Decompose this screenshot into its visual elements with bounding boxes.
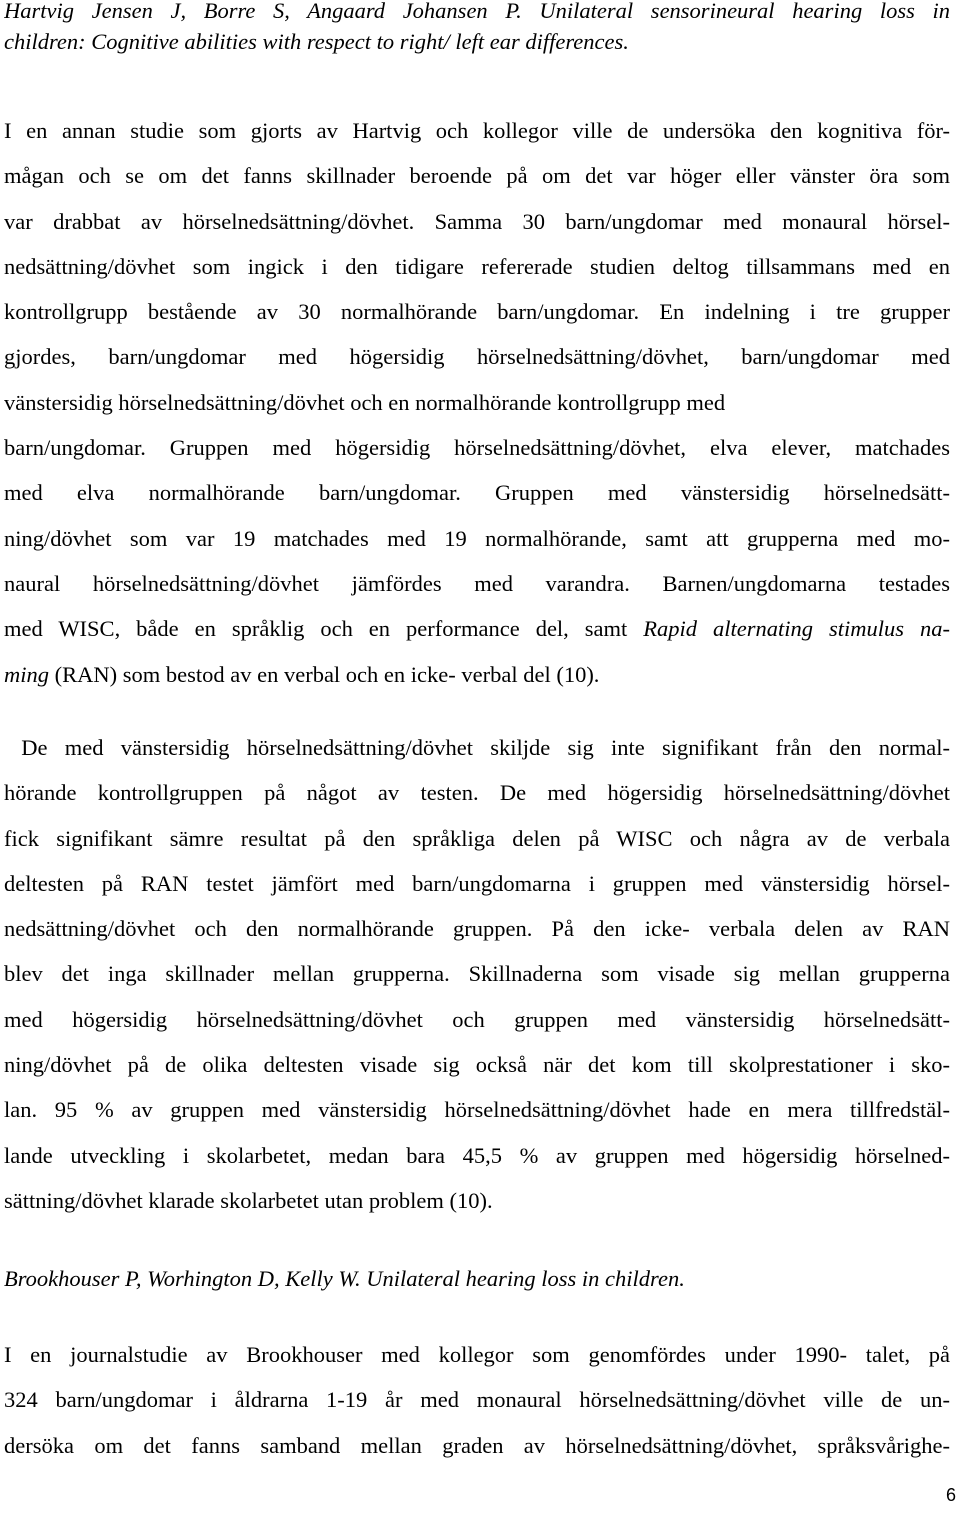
text-line: blev det inga skillnader mellan grupperna. Skillnaderna som visade sig mellan grupperna [4, 961, 950, 987]
text-line [4, 652, 950, 697]
text-line: hörande kontrollgruppen på något av testen. De med högersidig hörselnedsättning/dövhet [4, 780, 950, 806]
reference-line: Brookhouser P, Worhington D, Kelly W. Unilateral hearing loss in children. [4, 1266, 685, 1291]
text-line: I en journalstudie av Brookhouser med kollegor som genomfördes under 1990- talet, på [4, 1342, 950, 1367]
text-line: gjordes, barn/ungdomar med högersidig hörselnedsättning/dövhet, barn/ungdomar med [4, 344, 950, 370]
text-line: med elva normalhörande barn/ungdomar. Gruppen med vänstersidig hörselnedsätt- [4, 480, 950, 506]
text-line: I en annan studie som gjorts av Hartvig och kollegor ville de undersöka den kognitiva för- [4, 118, 950, 143]
text-run: (RAN) som bestod av en verbal och en icke- verbal del (10). [49, 661, 600, 687]
text-line: lan. 95 % av gruppen med vänstersidig hörselnedsättning/dövhet hade en mera tillfredstäl- [4, 1097, 950, 1123]
text-line: med högersidig hörselnedsättning/dövhet och gruppen med vänstersidig hörselnedsätt- [4, 1006, 950, 1032]
paragraph-hartvig-study [4, 108, 950, 697]
text-line: sättning/dövhet klarade skolarbetet utan problem (10). [4, 1187, 493, 1213]
page-number: 6 [945, 1485, 956, 1505]
text-line: fick signifikant sämre resultat på den språkliga delen på WISC och några av de verbala [4, 825, 950, 851]
text-line: dersöka om det fanns samband mellan graden av hörselnedsättning/dövhet, språksvårighe- [4, 1432, 950, 1458]
italic-term: Rapid alternating stimulus na- [643, 616, 950, 642]
text-line: var drabbat av hörselnedsättning/dövhet. Samma 30 barn/ungdomar med monaural hörsel- [4, 208, 950, 234]
text-line: ning/dövhet som var 19 matchades med 19 normalhörande, samt att grupperna med mo- [4, 525, 950, 551]
text-line: ning/dövhet på de olika deltesten visade sig också när det kom till skolprestationer i sko- [4, 1052, 950, 1078]
paragraph-results [4, 725, 950, 1223]
text-line: deltesten på RAN testet jämfört med barn/ungdomarna i gruppen med vänstersidig hörsel- [4, 870, 950, 896]
text-line: naural hörselnedsättning/dövhet jämfördes med varandra. Barnen/ungdomarna testades [4, 570, 950, 596]
paragraph-brookhouser-study [4, 1332, 950, 1468]
text-line: nedsättning/dövhet och den normalhörande gruppen. På den icke- verbala delen av RAN [4, 916, 950, 942]
text-line: mågan och se om det fanns skillnader beroende på om det var höger eller vänster öra som [4, 163, 950, 189]
text-line: De med vänstersidig hörselnedsättning/dövhet skiljde sig inte signifikant från den normal- [4, 735, 950, 760]
text-line: barn/ungdomar. Gruppen med högersidig hörselnedsättning/dövhet, elva elever, matchades [4, 435, 950, 461]
reference-heading-hartvig [4, 0, 950, 57]
reference-line: Hartvig Jensen J, Borre S, Angaard Johansen P. Unilateral sensorineural hearing loss in [4, 0, 950, 23]
text-line [4, 606, 950, 651]
reference-heading-brookhouser [4, 1263, 950, 1294]
text-run: med WISC, både en språklig och en performance del, samt [4, 616, 644, 642]
text-line: 324 barn/ungdomar i åldrarna 1-19 år med monaural hörselnedsättning/dövhet ville de un- [4, 1387, 950, 1413]
text-line: lande utveckling i skolarbetet, medan bara 45,5 % av gruppen med högersidig hörselned- [4, 1142, 950, 1168]
italic-term: ming [4, 661, 49, 687]
reference-line: children: Cognitive abilities with respect to right/ left ear differences. [4, 29, 629, 54]
text-line: nedsättning/dövhet som ingick i den tidigare refererade studien deltog tillsammans med en [4, 253, 950, 279]
text-line: kontrollgrupp bestående av 30 normalhörande barn/ungdomar. En indelning i tre grupper [4, 299, 950, 325]
text-line: vänstersidig hörselnedsättning/dövhet och en normalhörande kontrollgrupp med [4, 389, 726, 415]
